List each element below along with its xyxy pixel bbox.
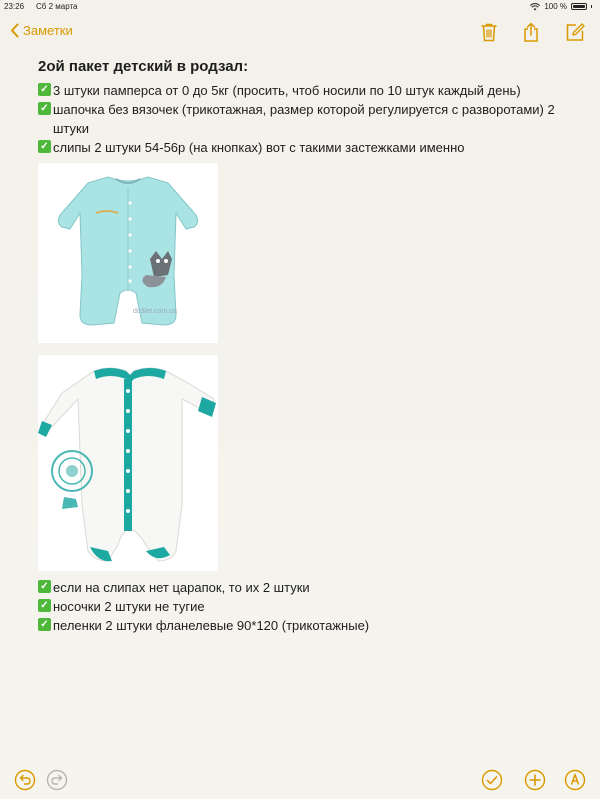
wifi-icon bbox=[530, 3, 540, 11]
battery-percent: 100 % bbox=[544, 2, 567, 11]
bottom-toolbar bbox=[0, 763, 600, 799]
redo-icon[interactable] bbox=[46, 769, 68, 791]
undo-icon[interactable] bbox=[14, 769, 36, 791]
check-mark-icon: ✓ bbox=[38, 140, 51, 153]
checklist-icon[interactable] bbox=[481, 769, 503, 791]
status-time: 23:26 bbox=[4, 2, 25, 11]
note-body[interactable] bbox=[38, 58, 578, 157]
note-title: 2ой пакет детский в родзал: bbox=[38, 58, 249, 75]
trash-icon[interactable] bbox=[478, 21, 500, 43]
bodysuit-image-mint[interactable] bbox=[38, 163, 218, 343]
list-item bbox=[38, 616, 578, 635]
back-label: Заметки bbox=[23, 23, 73, 38]
list-item bbox=[38, 578, 578, 597]
status-bar bbox=[0, 0, 600, 14]
list-item bbox=[38, 138, 578, 157]
image-watermark: do3let.com.ua bbox=[133, 308, 177, 315]
chevron-left-icon bbox=[10, 23, 19, 38]
white-teal-bodysuit-illustration bbox=[38, 355, 218, 571]
list-item bbox=[38, 597, 578, 616]
check-mark-icon: ✓ bbox=[38, 618, 51, 631]
list-item bbox=[38, 81, 578, 100]
list-item bbox=[38, 100, 578, 138]
add-icon[interactable] bbox=[524, 769, 546, 791]
back-button[interactable] bbox=[10, 23, 73, 38]
nav-bar bbox=[0, 14, 600, 50]
check-mark-icon: ✓ bbox=[38, 599, 51, 612]
list-item-text: если на слипах нет царапок, то их 2 штуки bbox=[53, 580, 310, 595]
list-item-text: 3 штуки памперса от 0 до 5кг (просить, чтоб носили по 10 штук каждый день) bbox=[53, 83, 521, 98]
list-item-text: пеленки 2 штуки фланелевые 90*120 (трикотажные) bbox=[53, 618, 370, 633]
list-item-text: слипы 2 штуки 54-56р (на кнопках) вот с такими застежками именно bbox=[53, 140, 465, 155]
battery-icon bbox=[571, 3, 587, 10]
markup-icon[interactable] bbox=[564, 769, 586, 791]
bodysuit-image-white-teal[interactable] bbox=[38, 355, 218, 571]
share-icon[interactable] bbox=[520, 21, 542, 43]
list-item-text: носочки 2 штуки не тугие bbox=[53, 599, 205, 614]
status-date: Сб 2 марта bbox=[36, 2, 78, 11]
list-item-text: шапочка без вязочек (трикотажная, размер которой регулируется с разворотами) 2 штуки bbox=[53, 102, 555, 136]
compose-icon[interactable] bbox=[564, 21, 586, 43]
check-mark-icon: ✓ bbox=[38, 580, 51, 593]
check-mark-icon: ✓ bbox=[38, 102, 51, 115]
status-right bbox=[530, 2, 592, 11]
battery-tip bbox=[591, 5, 592, 8]
note-body-continued[interactable] bbox=[38, 578, 578, 635]
mint-bodysuit-illustration bbox=[38, 163, 218, 343]
check-mark-icon: ✓ bbox=[38, 83, 51, 96]
